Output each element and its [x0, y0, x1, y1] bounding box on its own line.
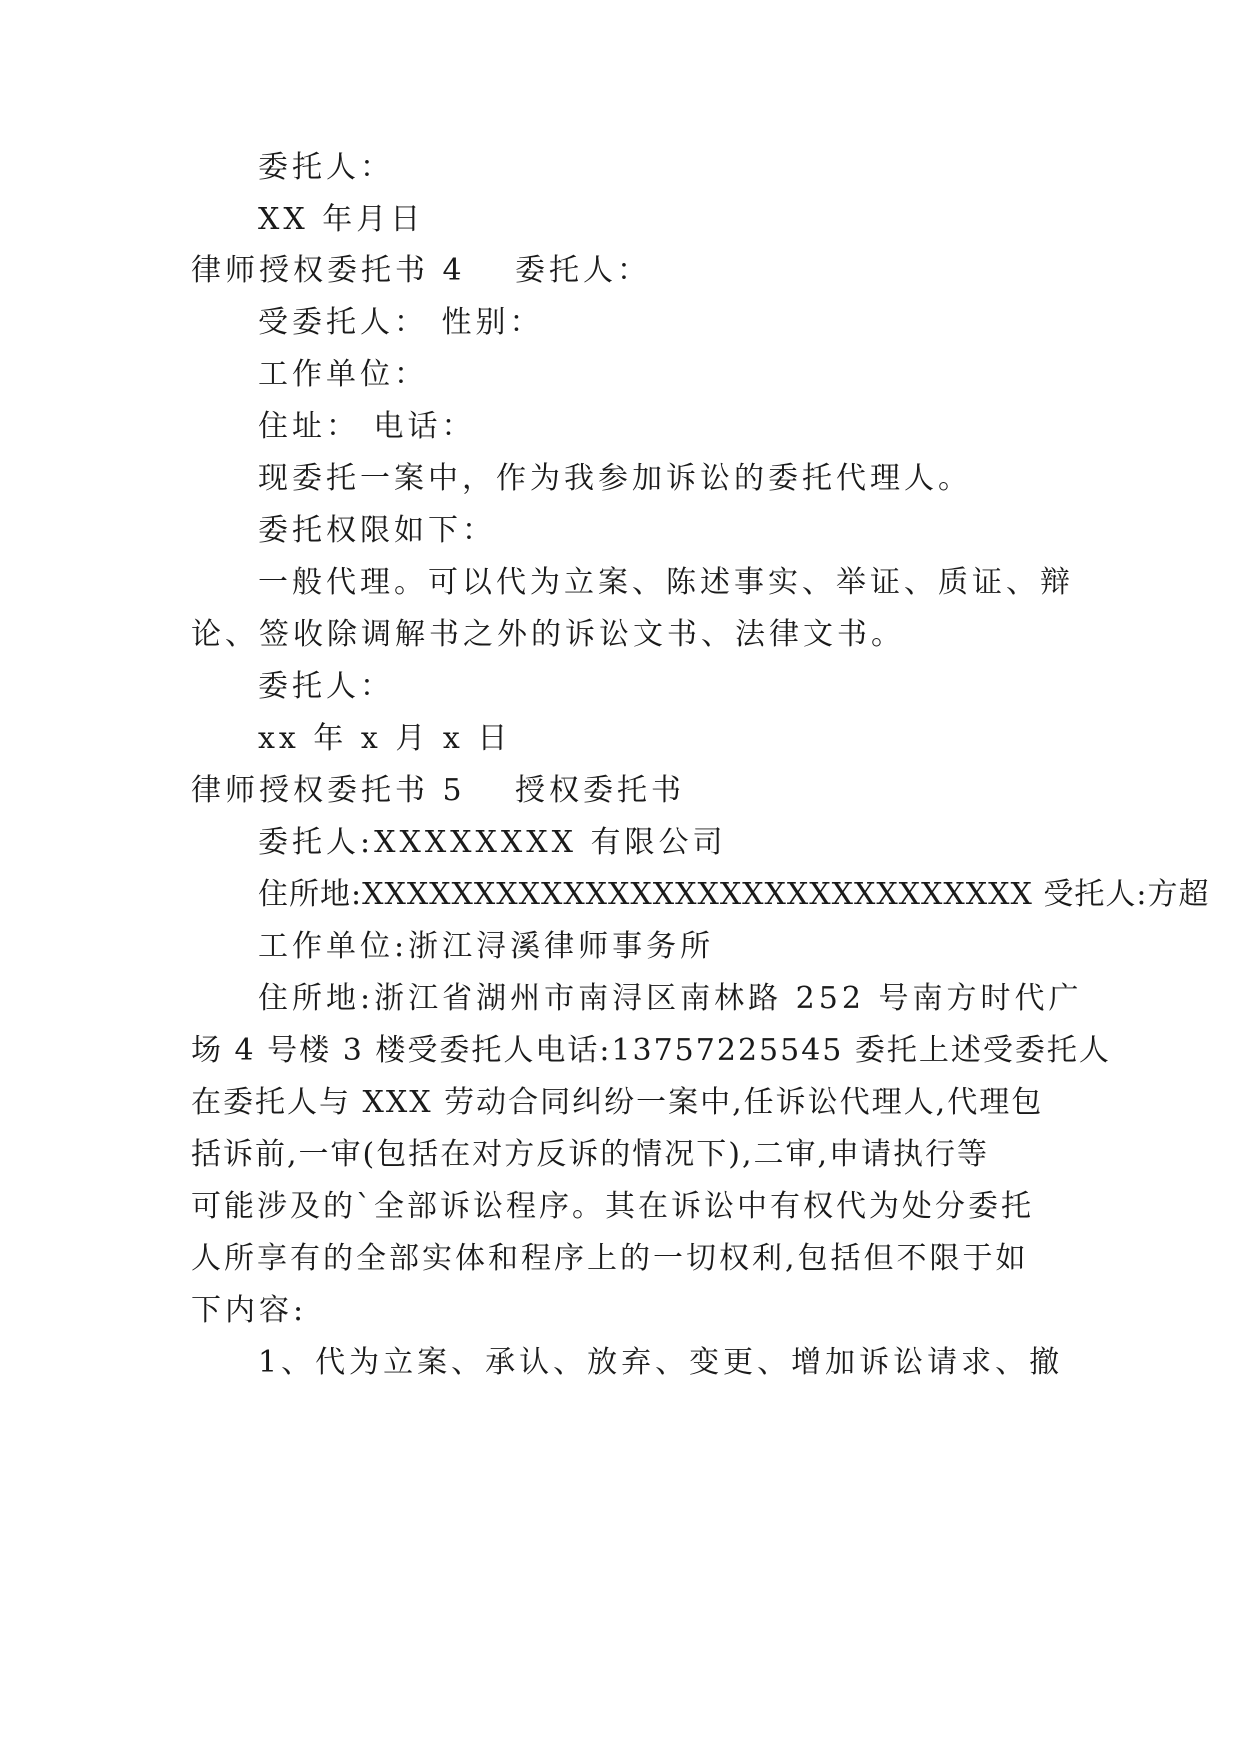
text-line: 括诉前,一审(包括在对方反诉的情况下),二审,申请执行等 [191, 1137, 990, 1172]
date-line: XX 年月日 [258, 202, 425, 237]
signature-line: 委托人： [258, 669, 394, 704]
text-line: 住址： 电话： [258, 409, 476, 444]
section-subtitle: 授权委托书 [515, 773, 685, 808]
section-heading-5 [191, 771, 685, 811]
section-title: 律师授权委托书 4 [191, 253, 466, 288]
signature-line: 委托人： [258, 150, 394, 185]
text-line: 人所享有的全部实体和程序上的一切权利,包括但不限于如 [191, 1241, 1029, 1276]
section-subtitle: 委托人： [515, 253, 651, 288]
text-line: 论、签收除调解书之外的诉讼文书、法律文书。 [191, 617, 905, 652]
text-line: 工作单位:浙江浔溪律师事务所 [258, 929, 715, 964]
text-line: 住所地:XXXXXXXXXXXXXXXXXXXXXXXXXXXXXX 受托人:方超 [258, 877, 1210, 912]
date-line: xx 年 x 月 x 日 [258, 721, 512, 756]
text-line: 1、代为立案、承认、放弃、变更、增加诉讼请求、撤 [258, 1345, 1064, 1380]
text-line: 住所地:浙江省湖州市南浔区南林路 252 号南方时代广 [258, 981, 1083, 1016]
text-line: 工作单位： [258, 357, 428, 392]
text-line: 可能涉及的`全部诉讼程序。其在诉讼中有权代为处分委托 [191, 1189, 1034, 1224]
text-line: 受委托人： 性别： [258, 305, 544, 340]
text-line: 现委托一案中，作为我参加诉讼的委托代理人。 [258, 461, 972, 496]
text-line: 委托权限如下： [258, 513, 496, 548]
text-line: 在委托人与 XXX 劳动合同纠纷一案中,任诉讼代理人,代理包 [191, 1085, 1044, 1120]
text-line: 委托人:XXXXXXXX 有限公司 [258, 825, 727, 860]
text-line: 一般代理。可以代为立案、陈述事实、举证、质证、辩 [258, 565, 1074, 600]
text-line: 场 4 号楼 3 楼受委托人电话:13757225545 委托上述受委托人 [191, 1033, 1111, 1068]
section-title: 律师授权委托书 5 [191, 773, 466, 808]
section-heading-4 [191, 251, 651, 291]
text-line: 下内容: [191, 1293, 308, 1328]
